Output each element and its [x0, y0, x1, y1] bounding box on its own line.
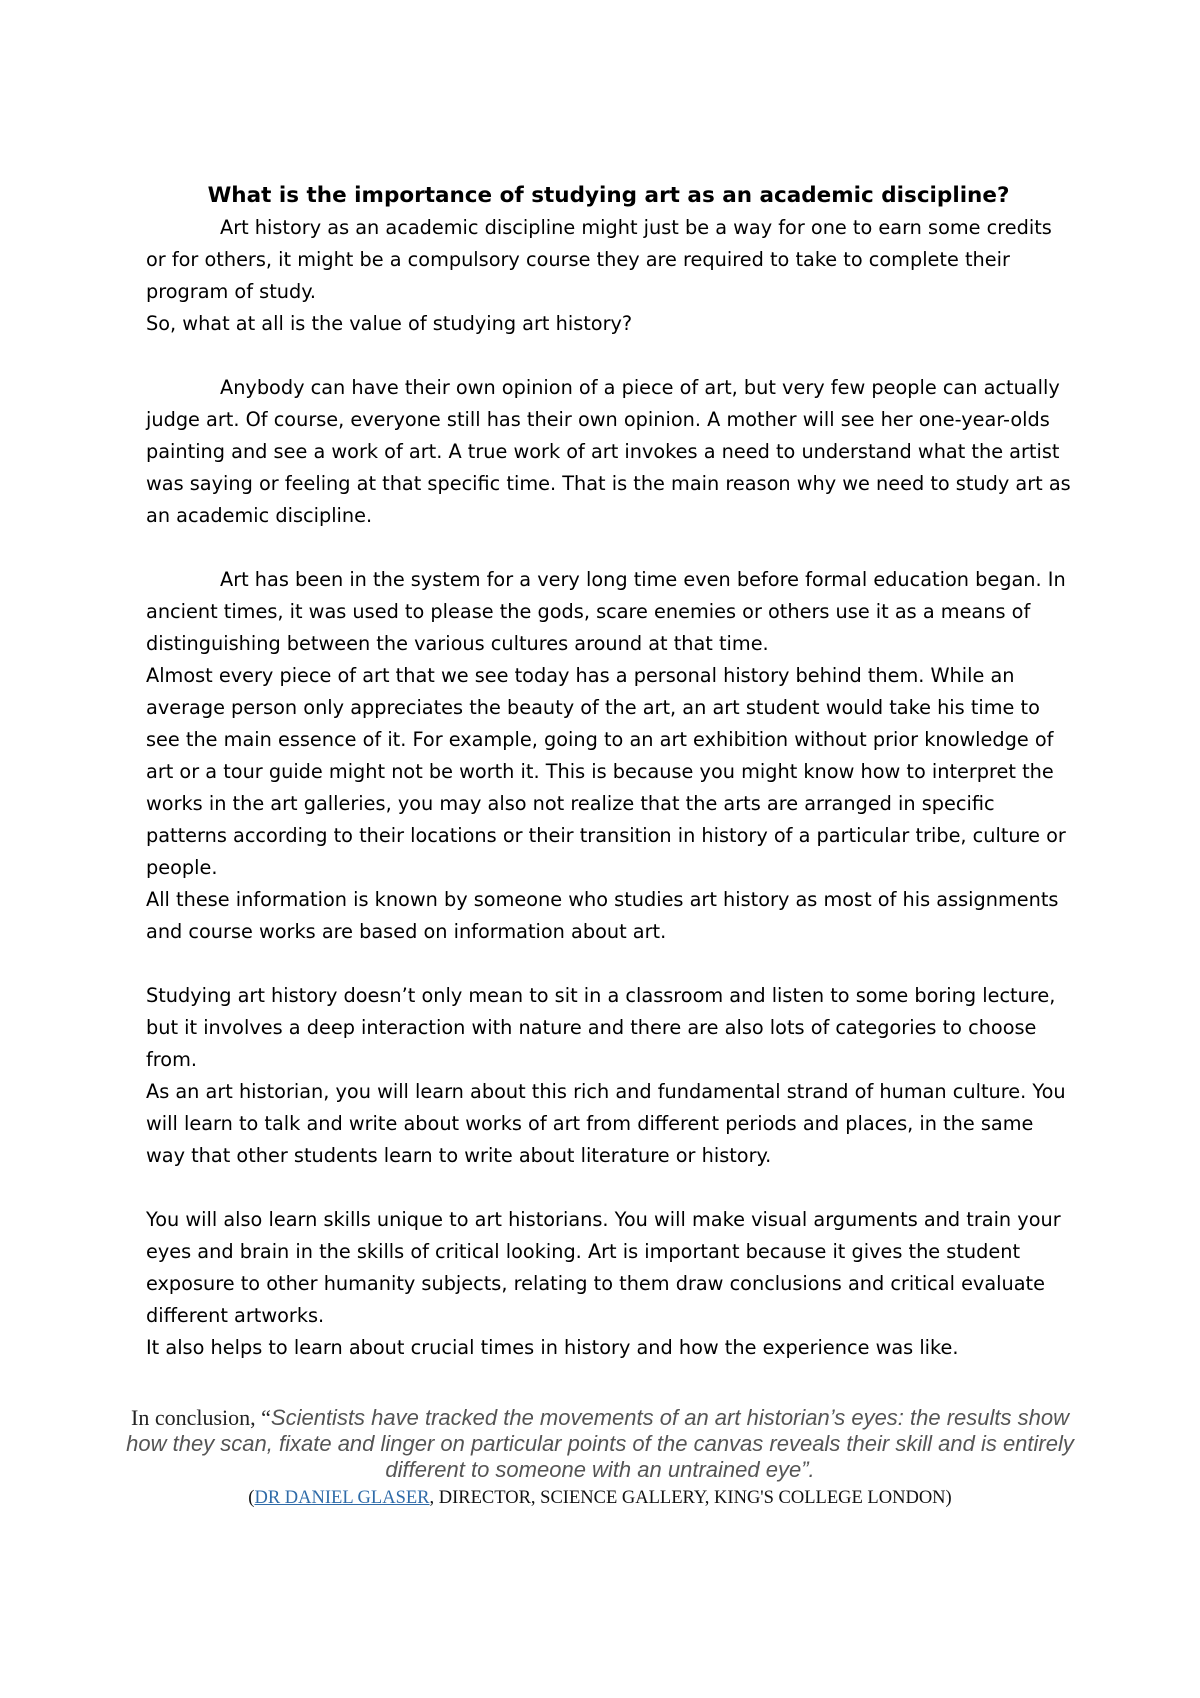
document-body [146, 180, 1071, 1364]
conclusion-lead: In conclusion, “ [131, 1405, 271, 1430]
conclusion-quote: Scientists have tracked the movements of an art historian’s eyes: the results show how they scan, fixate and linger on particular points of the canvas reveals their skill and is entirely different to someone with an untrained eye [126, 1405, 1074, 1482]
paragraph-spacer [146, 532, 1071, 564]
conclusion-block [120, 1405, 1080, 1511]
paragraph-crucial-times: It also helps to learn about crucial times in history and how the experience was like. [146, 1336, 959, 1359]
paragraph-art-historian: As an art historian, you will learn about this rich and fundamental strand of human culture. You will learn to talk and write about works of art from different periods and places, in the same way that other students learn to write about literature or history. [146, 1080, 1066, 1167]
citation-rest: , DIRECTOR, SCIENCE GALLERY, KING'S COLLEGE LONDON) [429, 1488, 952, 1508]
paragraph-information: All these information is known by someone who studies art history as most of his assignments and course works are based on information about art. [146, 888, 1059, 943]
paragraph-spacer [146, 340, 1071, 372]
paragraph-history: Art has been in the system for a very long time even before formal education began. In ancient times, it was used to please the gods, scare enemies or others use it as a means of distinguishing between the various cultures around at that time. [146, 568, 1066, 655]
paragraph-spacer [146, 948, 1071, 980]
conclusion-quote-end: ”. [801, 1457, 815, 1482]
document-title: What is the importance of studying art as an academic discipline? [207, 183, 1010, 208]
paragraph-question: So, what at all is the value of studying art history? [146, 312, 633, 335]
paragraph-intro: Art history as an academic discipline might just be a way for one to earn some credits or for others, it might be a compulsory course they are required to take to complete their program of study. [146, 216, 1052, 303]
paragraph-classroom: Studying art history doesn’t only mean to sit in a classroom and listen to some boring lecture, but it involves a deep interaction with nature and there are also lots of categories to choose from. [146, 984, 1056, 1071]
citation-author-link[interactable]: DR DANIEL GLASER [254, 1488, 430, 1508]
paragraph-personal-history: Almost every piece of art that we see today has a personal history behind them. While an average person only appreciates the beauty of the art, an art student would take his time to see the main essence of it. For example, going to an art exhibition without prior knowledge of art or a tour guide might not be worth it. This is because you might know how to interpret the works in the art galleries, you may also not realize that the arts are arranged in specific patterns according to their locations or their transition in history of a particular tribe, culture or people. [146, 664, 1066, 879]
citation [248, 1488, 951, 1508]
paragraph-opinion: Anybody can have their own opinion of a piece of art, but very few people can actually judge art. Of course, everyone still has their own opinion. A mother will see her one-year-olds painting and see a work of art. A true work of art invokes a need to understand what the artist was saying or feeling at that specific time. That is the main reason why we need to study art as an academic discipline. [146, 376, 1071, 527]
citation-open: ( [248, 1488, 255, 1508]
paragraph-spacer [146, 1172, 1071, 1204]
paragraph-skills: You will also learn skills unique to art historians. You will make visual arguments and train your eyes and brain in the skills of critical looking. Art is important because it gives the student exposure to other humanity subjects, relating to them draw conclusions and critical evaluate different artworks. [146, 1208, 1061, 1327]
